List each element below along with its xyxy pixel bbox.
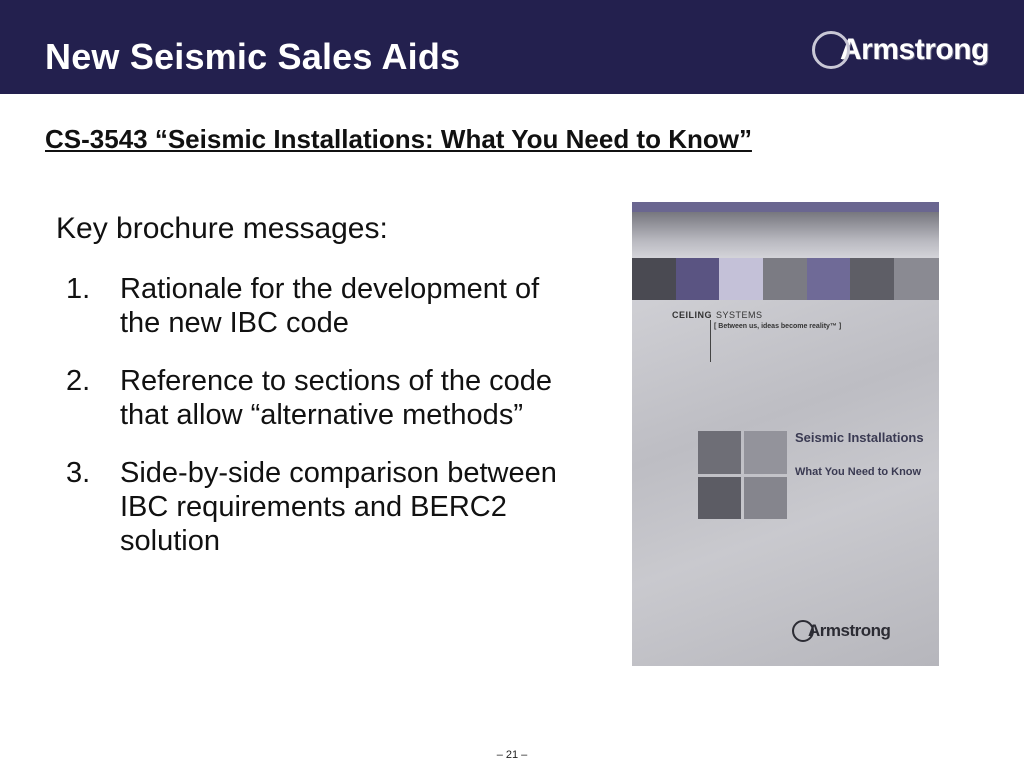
cover-logo-text: Armstrong: [808, 621, 891, 640]
cover-photo: [676, 258, 719, 300]
brochure-heading: CS-3543 “Seismic Installations: What You Need to Know”: [45, 124, 752, 154]
cover-logo: [792, 620, 890, 642]
cover-photo: [719, 258, 763, 300]
cover-photo: [744, 431, 787, 474]
brochure-cover-image: [632, 202, 939, 666]
slide-title: New Seismic Sales Aids: [45, 36, 461, 77]
cover-brand-label: [672, 310, 763, 320]
cover-top-band: [632, 202, 939, 212]
cover-photo-strip: [632, 258, 939, 300]
list-number: 2.: [66, 365, 91, 397]
message-list: [66, 272, 566, 582]
list-text: Rationale for the development of the new IBC code: [120, 273, 540, 339]
list-text: Reference to sections of the code that allow “alternative methods”: [120, 365, 553, 431]
cover-photo: [850, 258, 894, 300]
cover-divider: [710, 320, 711, 362]
cover-photo: [807, 258, 850, 300]
list-number: 3.: [66, 457, 91, 489]
title-bar: [0, 0, 1024, 94]
list-item: [66, 456, 566, 558]
cover-photo: [632, 258, 676, 300]
list-number: 1.: [66, 273, 91, 305]
armstrong-logo: [812, 26, 989, 74]
cover-tree-photo: [632, 212, 939, 260]
intro-text: Key brochure messages:: [56, 212, 388, 245]
cover-photo: [744, 477, 787, 520]
cover-photo: [763, 258, 807, 300]
cover-tagline: [ Between us, ideas become reality™ ]: [714, 323, 842, 330]
cover-photo: [698, 431, 741, 474]
logo-text: Armstrong: [840, 33, 989, 66]
cover-photo: [698, 477, 741, 520]
list-item: [66, 364, 566, 432]
cover-title: Seismic Installations: [795, 430, 924, 445]
logo-ring-icon: [812, 31, 850, 69]
cover-photo: [894, 258, 939, 300]
cover-photo-grid: [698, 431, 788, 519]
cover-subtitle: What You Need to Know: [795, 466, 922, 478]
list-item: [66, 272, 566, 340]
cover-brand-sub: SYSTEMS: [716, 310, 763, 320]
list-text: Side-by-side comparison between IBC requirements and BERC2 solution: [120, 457, 557, 557]
cover-brand-name: CEILING: [672, 310, 713, 320]
page-number: – 21 –: [496, 749, 528, 761]
